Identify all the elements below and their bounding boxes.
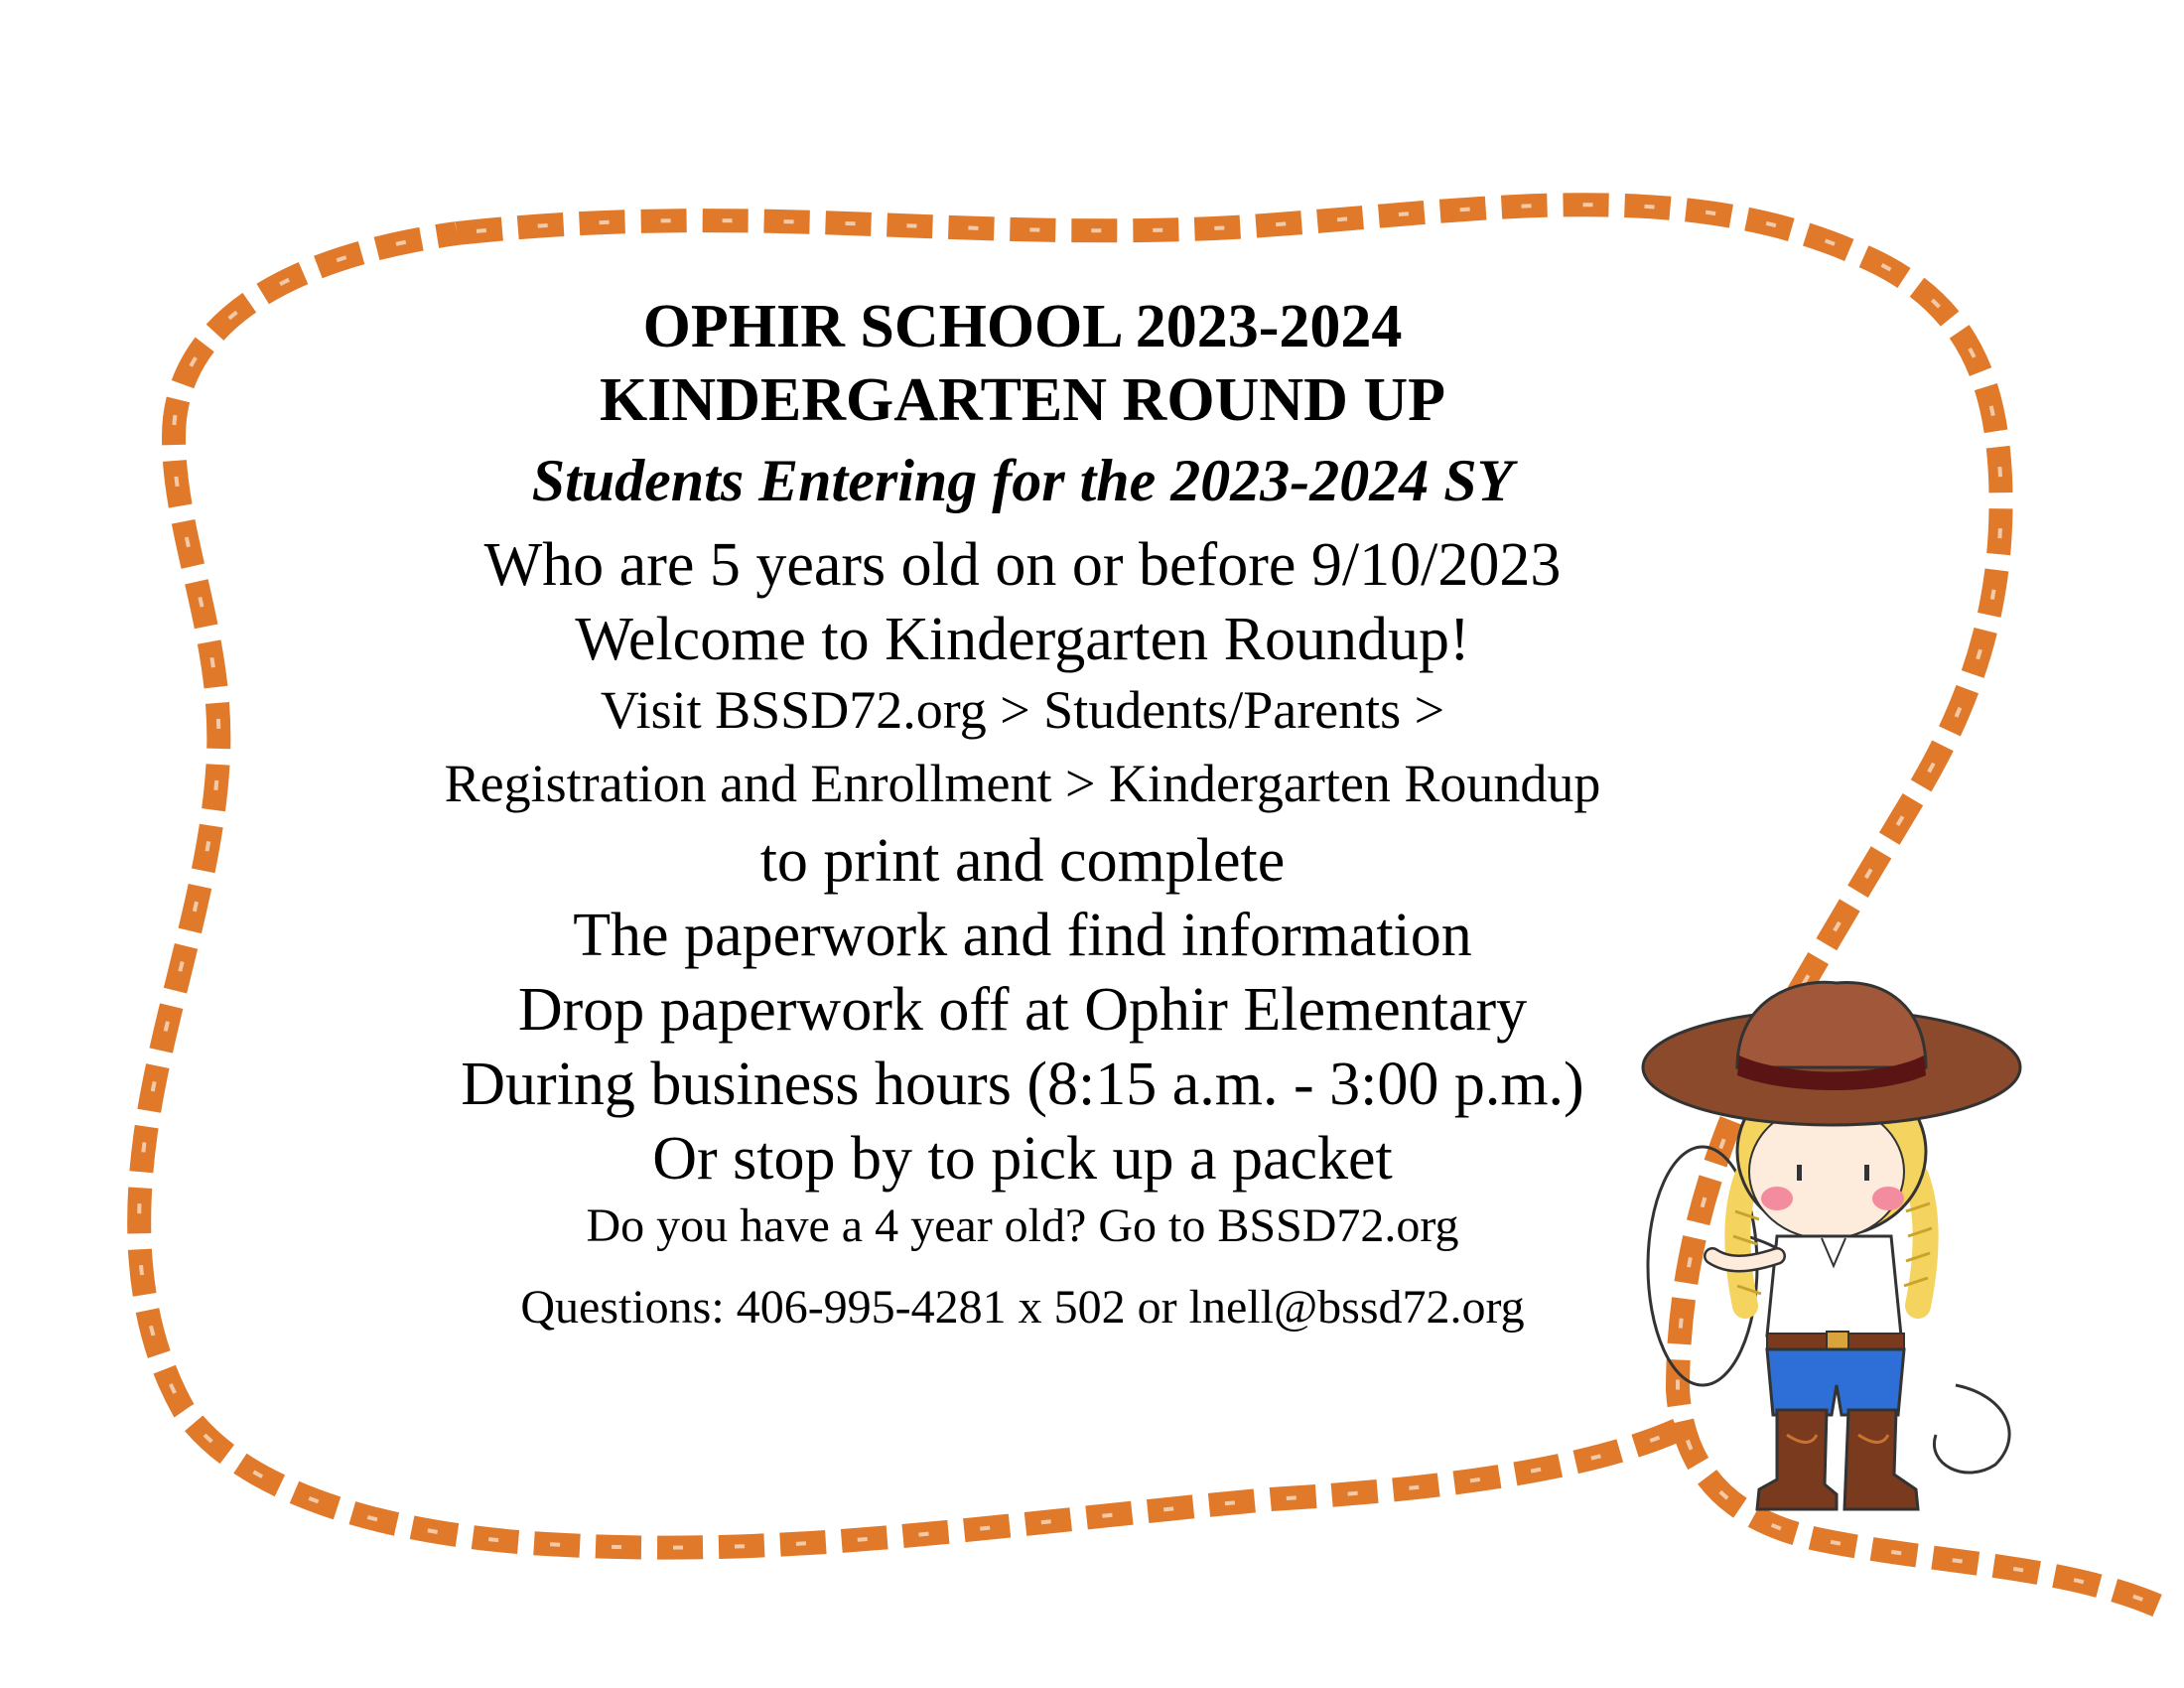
flyer-title-line1: OPHIR SCHOOL 2023-2024 xyxy=(642,293,1403,360)
flyer-text-block xyxy=(248,293,1797,1334)
visit-line: Visit BSSD72.org > Students/Parents > xyxy=(600,680,1445,740)
flyer-title-line2: KINDERGARTEN ROUND UP xyxy=(599,366,1446,434)
packet-line: Or stop by to pick up a packet xyxy=(652,1125,1393,1193)
registration-path-line: Registration and Enrollment > Kindergarten Roundup xyxy=(444,754,1601,813)
dropoff-line: Drop paperwork off at Ophir Elementary xyxy=(517,976,1528,1044)
eligibility-line: Who are 5 years old on or before 9/10/2023 xyxy=(483,531,1562,599)
four-year-old-line: Do you have a 4 year old? Go to BSSD72.org xyxy=(586,1199,1459,1252)
flyer-subtitle: Students Entering for the 2023-2024 SY xyxy=(531,448,1514,513)
welcome-line: Welcome to Kindergarten Roundup! xyxy=(575,606,1470,673)
questions-contact-line: Questions: 406-995-4281 x 502 or lnell@bssd72.org xyxy=(520,1281,1525,1334)
paperwork-line: The paperwork and find information xyxy=(573,902,1472,969)
business-hours-line: During business hours (8:15 a.m. - 3:00 p.m.) xyxy=(461,1051,1584,1118)
print-line: to print and complete xyxy=(759,827,1286,895)
cowgirl-with-lasso-icon xyxy=(1628,968,2045,1524)
